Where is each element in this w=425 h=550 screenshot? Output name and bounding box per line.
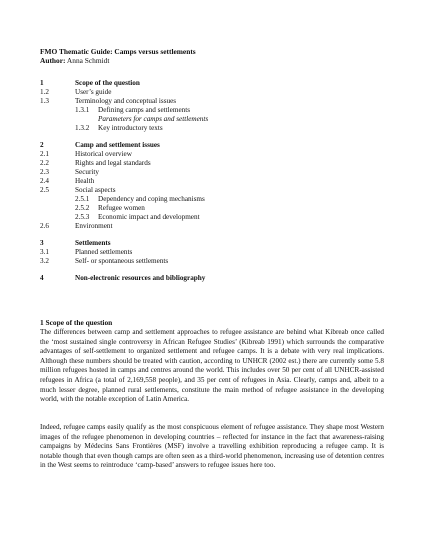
toc-entry-number: 2.1 bbox=[40, 150, 49, 158]
toc-entry-text: User’s guide bbox=[75, 88, 112, 96]
toc-entry-text: Planned settlements bbox=[75, 248, 133, 256]
toc-entry-text: Health bbox=[75, 177, 95, 185]
body-paragraph-2: Indeed, refugee camps easily qualify as the most conspicuous element of refugee assistance. They shape most Western images of the refugee phenomenon in developing countries – reflected for instance in the fact that awareness-raising campaigns by Médecins Sans Frontières (MSF) involve a travelling exhibition reproducing a refugee camp. It is notable though that even though camps are often seen as a third-world phenomenon, increasing use of detention centres in the West seems to reintroduce ‘camp-based’ answers to refugee issues here too. bbox=[40, 423, 384, 470]
toc-entry-number: 2.2 bbox=[40, 159, 49, 167]
toc-entry-text: Terminology and conceptual issues bbox=[75, 97, 177, 105]
toc-entry-number: 1.3.1 bbox=[75, 106, 90, 114]
author-label: Author: bbox=[40, 56, 66, 65]
toc-entry-text: Refugee women bbox=[98, 204, 145, 212]
toc-entry-text: Parameters for camps and settlements bbox=[98, 115, 209, 123]
toc-entry-number: 2.5.2 bbox=[75, 204, 90, 212]
toc-entry-number: 1.3 bbox=[40, 97, 49, 105]
toc-entry-number: 3 bbox=[40, 239, 44, 247]
toc-entry-number: 4 bbox=[40, 274, 44, 282]
toc-entry-number: 3.2 bbox=[40, 257, 49, 265]
toc-entry-text: Key introductory texts bbox=[98, 124, 163, 132]
toc-entry-number: 1.2 bbox=[40, 88, 49, 96]
toc-entry-number: 2 bbox=[40, 141, 44, 149]
toc-entry-number: 2.4 bbox=[40, 177, 49, 185]
toc-entry-text: Non-electronic resources and bibliography bbox=[75, 274, 206, 282]
author-name: Anna Schmidt bbox=[66, 56, 110, 65]
toc-entry-number: 3.1 bbox=[40, 248, 49, 256]
toc-entry-text: Economic impact and development bbox=[98, 213, 200, 221]
toc-entry-number: 2.5 bbox=[40, 186, 49, 194]
toc-entry-text: Environment bbox=[75, 222, 113, 230]
toc-entry-number: 2.3 bbox=[40, 168, 49, 176]
toc-entry-text: Historical overview bbox=[75, 150, 132, 158]
toc-entry-number: 2.5.1 bbox=[75, 195, 90, 203]
toc-entry-text: Camp and settlement issues bbox=[75, 141, 160, 149]
section-heading: 1 Scope of the question bbox=[40, 318, 113, 327]
toc-entry-number: 1.3.2 bbox=[75, 124, 90, 132]
toc-entry-text: Self- or spontaneous settlements bbox=[75, 257, 169, 265]
body-paragraph-1: The differences between camp and settlement approaches to refugee assistance are behind what Kibreab once called the ‘most sustained single controversy in African Refugee Studies’ (Kibreab 1991) which surrounds the comparative advantages of self-settlement to organized settlement and refugee camps. It is a debate with very real implications. Although these numbers should be treated with caution, according to UNHCR (2002 est.) there are currently some 5.8 million refugees hosted in camps and centres around the world. This includes over 50 per cent of all UNHCR-assisted refugees in Africa (a total of 2,169,558 people), and 35 per cent of refugees in Asia. Clearly, camps and, albeit to a much lesser degree, planned rural settlements, constitute the main method of refugee assistance in the developing world, with the notable exception of Latin America. bbox=[40, 328, 384, 404]
toc-entry-number: 2.6 bbox=[40, 222, 49, 230]
toc-entry-text: Defining camps and settlements bbox=[98, 106, 191, 114]
toc-entry-text: Dependency and coping mechanisms bbox=[98, 195, 205, 203]
toc-entry-text: Settlements bbox=[75, 239, 111, 247]
toc-entry-text: Scope of the question bbox=[75, 79, 140, 87]
document-title: FMO Thematic Guide: Camps versus settlements bbox=[40, 47, 196, 56]
toc-entry-text: Rights and legal standards bbox=[75, 159, 151, 167]
toc-entry-text: Social aspects bbox=[75, 186, 116, 194]
toc-entry-number: 2.5.3 bbox=[75, 213, 90, 221]
toc-entry-number: 1 bbox=[40, 79, 44, 87]
toc-entry-text: Security bbox=[75, 168, 99, 176]
author-line bbox=[40, 56, 109, 65]
